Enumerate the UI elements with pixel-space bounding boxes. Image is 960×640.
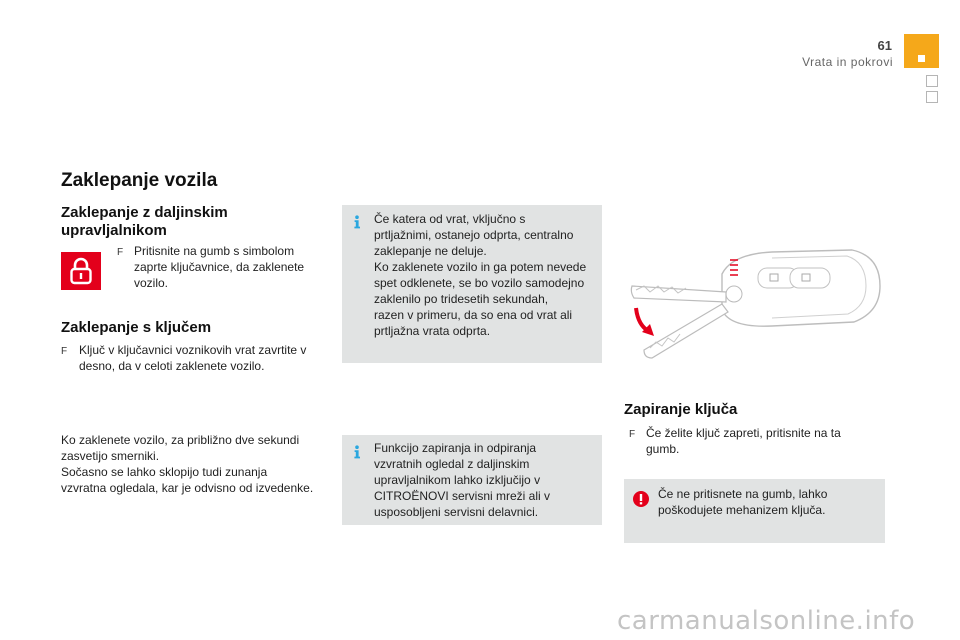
text-line: vzvratna ogledala, kar je odvisno od izvedenke. — [61, 481, 314, 495]
info-icon — [350, 445, 364, 459]
text-line: zasvetijo smerniki. — [61, 449, 160, 463]
text-line: Ko zaklenete vozilo, za približno dve sekundi — [61, 433, 300, 447]
info-box-central-locking — [342, 205, 602, 363]
text-line: gumb. — [646, 442, 680, 456]
text-line: poškodujete mehanizem ključa. — [658, 503, 826, 517]
bullet-marker: F — [117, 247, 124, 258]
text-line: prtljažnimi, ostanejo odprta, centralno — [374, 228, 574, 242]
fold-key-heading: Zapiranje ključa — [624, 401, 738, 418]
text-line: usposobljeni servisni delavnici. — [374, 505, 539, 519]
remote-locking-text — [134, 243, 304, 291]
key-locking-text — [79, 342, 306, 374]
remote-locking-heading — [61, 204, 228, 240]
bullet-marker: F — [61, 346, 68, 357]
fold-key-text — [646, 425, 841, 457]
warning-icon — [633, 491, 649, 507]
text-line: desno, da v celoti zaklenete vozilo. — [79, 359, 265, 373]
text-line: CITROËNOVI servisni mreži ali v — [374, 489, 551, 503]
text-line: Pritisnite na gumb s simbolom — [134, 244, 295, 258]
info-icon — [350, 215, 364, 229]
text-line: Če želite ključ zapreti, pritisnite na ta — [646, 426, 841, 440]
text-line: zaprte ključavnice, da zaklenete — [134, 260, 305, 274]
lock-button-icon — [61, 252, 101, 290]
text-line: Ko zaklenete vozilo in ga potem nevede — [374, 260, 587, 274]
text-line: Ključ v ključavnici voznikovih vrat zavrtite v — [79, 343, 307, 357]
info-box-text — [374, 440, 550, 520]
text-line: zaklenilo po tridesetih sekundah, — [374, 292, 549, 306]
text-line: zaklepanje ne deluje. — [374, 244, 487, 258]
chapter-tab-active[interactable] — [904, 34, 939, 68]
heading-line: Zaklepanje z daljinskim — [61, 204, 228, 221]
page-number: 61 — [877, 38, 892, 53]
folding-key-illustration — [622, 246, 884, 368]
text-line: razen v primeru, da so ena od vrat ali — [374, 308, 573, 322]
info-box-text — [374, 211, 586, 339]
chapter-tab[interactable] — [926, 91, 938, 103]
heading-line: upravljalnikom — [61, 222, 167, 239]
warning-text — [658, 486, 827, 518]
key-locking-heading: Zaklepanje s ključem — [61, 319, 212, 336]
text-line: Funkcijo zapiranja in odpiranja — [374, 441, 537, 455]
text-line: prtljažna vrata odprta. — [374, 324, 491, 338]
warning-box — [624, 479, 885, 543]
text-line: vozilo. — [134, 276, 169, 290]
text-line: Sočasno se lahko sklopijo tudi zunanja — [61, 465, 268, 479]
bullet-marker: F — [629, 429, 636, 440]
section-label: Vrata in pokrovi — [802, 55, 893, 69]
text-line: Če katera od vrat, vključno s — [374, 212, 526, 226]
text-line: upravljalnikom lahko izključijo v — [374, 473, 541, 487]
info-box-mirrors — [342, 435, 602, 525]
watermark: carmanualsonline.info — [617, 606, 916, 636]
page-title: Zaklepanje vozila — [61, 170, 218, 191]
tab-marker-icon — [918, 55, 925, 62]
padlock-icon — [69, 257, 93, 285]
text-line: vzvratnih ogledal z daljinskim — [374, 457, 530, 471]
indicator-paragraph — [61, 432, 313, 496]
chapter-tab[interactable] — [926, 75, 938, 87]
text-line: Če ne pritisnete na gumb, lahko — [658, 487, 828, 501]
text-line: spet odklenete, se bo vozilo samodejno — [374, 276, 585, 290]
